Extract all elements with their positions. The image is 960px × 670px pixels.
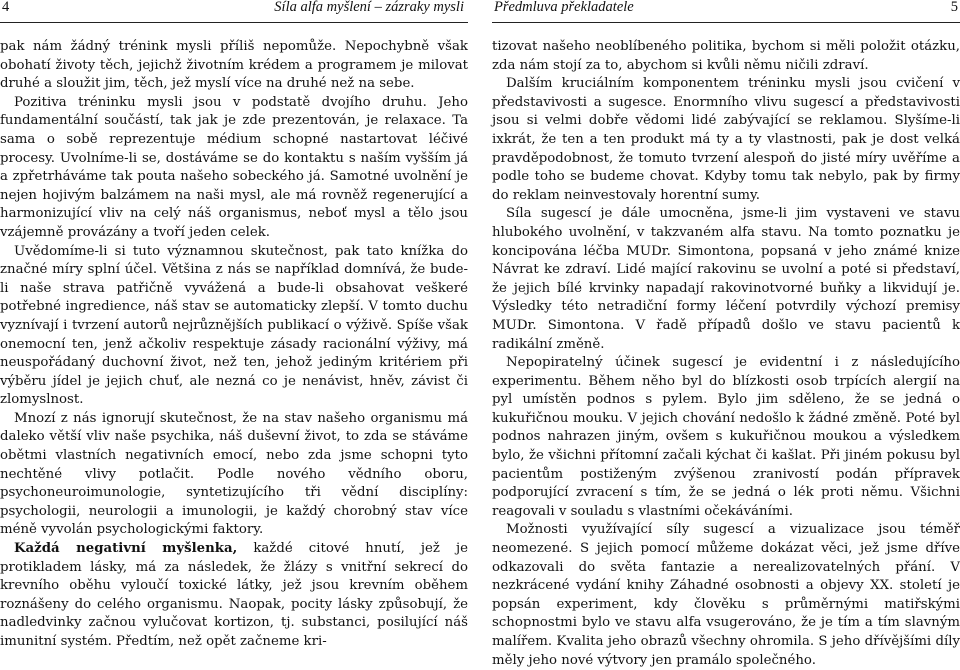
left-page-body bbox=[0, 38, 468, 652]
left-paragraph-5-text: každé citové hnutí, jež je protikladem lásky, má za následek, že žlázy s vnitřní sekrecí do krevního oběhu vyloučí toxické látky, jež jsou krevním oběhem roznášeny do celého organismu. Naopak, pocity lásky způsobují, že nadledvinky začnou vylučovat kortizon, tj. substanci, posilující náš imunitní systém. Předtím, než opět začneme kri- bbox=[0, 541, 468, 649]
right-page-body bbox=[492, 38, 960, 670]
right-header-rule bbox=[492, 22, 960, 23]
right-page bbox=[492, 0, 960, 668]
left-paragraph-2: Pozitiva tréninku mysli jsou v podstatě dvojího druhu. Jeho fundamentální součástí, tak jak je zde prezentován, je relaxace. Ta sama o sobě reprezentuje médium schopné nastartovat léčivé procesy. Uvolníme-li se, dostáváme se do kontaktu s naším vyšším já a zpřetrháváme tak pouta našeho sobeckého já. Samotné uvolnění je nejen hojivým balzámem na naši mysl, ale má rovněž regenerující a harmonizující vliv na celý náš organismus, neboť mysl a tělo jsou vzájemně provázány a tvoří jeden celek. bbox=[0, 94, 468, 240]
left-paragraph-4: Mnozí z nás ignorují skutečnost, že na stav našeho organismu má daleko větší vliv naše psychika, náš duševní život, to zda se stáváme obětmi vlastních negativních emocí, nebo zda jsme schopni tyto nechtěné vlivy potlačit. Podle nového vědního oboru, psychoneuroimunologie, syntetizujícího tři vědní disciplíny: psychologii, neurologii a imunologii, je každý chorobný stav více méně vyvolán psychologickými faktory. bbox=[0, 410, 468, 538]
left-paragraph-5 bbox=[0, 540, 468, 652]
right-paragraph-1: tizovat našeho neoblíbeného politika, bychom si měli položit otázku, zda nám stojí za to, abychom si kvůli němu ničili zdraví. bbox=[492, 39, 960, 73]
left-page-number: 4 bbox=[2, 0, 10, 15]
left-running-title: Síla alfa myšlení – zázraky mysli bbox=[274, 0, 464, 15]
right-paragraph-3: Síla sugescí je dále umocněna, jsme-li jim vystaveni ve stavu hlubokého uvolnění, v takzvaném alfa stavu. Na tomto poznatku je koncipována léčba MUDr. Simontona, popsaná v jeho známé knize Návrat ke zdraví. Lidé mající rakovinu se uvolní a poté si představí, že jejich bílé krvinky napadají rakovinotvorné buňky a likvidují je. Výsledky této netradiční formy léčení potvrdily výchozí premisy MUDr. Simontona. V řadě případů došlo ve stavu pacientů k radikální změně. bbox=[492, 206, 960, 352]
left-header-rule bbox=[0, 22, 468, 23]
left-paragraph-1: pak nám žádný trénink mysli příliš nepomůže. Nepochybně však obohatí životy těch, jejichž životním krédem a programem je milovat druhé a sloužit jim, těch, jež myslí více na druhé než na sebe. bbox=[0, 39, 468, 92]
left-page bbox=[0, 0, 468, 649]
right-page-number: 5 bbox=[950, 0, 958, 15]
right-paragraph-2: Dalším kruciálním komponentem tréninku mysli jsou cvičení v představivosti a sugesce. Enormního vlivu sugescí a představivosti jsou si velmi dobře vědomi lidé zabývající se reklamou. Slyšíme-li ixkrát, že ten a ten produkt má ty a ty vlastnosti, pak je dost velká pravděpodobnost, že tomuto tvrzení alespoň do jisté míry uvěříme a podle toho se budeme chovat. Kdyby tomu tak nebylo, pak by firmy do reklam neinvestovaly horentní sumy. bbox=[492, 76, 960, 203]
right-page-header bbox=[492, 0, 960, 14]
left-page-header bbox=[0, 0, 468, 14]
right-paragraph-5: Možnosti využívající síly sugescí a vizualizace jsou téměř neomezené. S jejich pomocí můžeme dokázat věci, jež jsme dříve odkazovali do světa fantazie a nerealizovatelných přání. V nezkrácené vydání knihy Záhadné osobnosti a objevy XX. století je popsán experiment, kdy člověku s průměrnými matiřskými schopnostmi bylo ve stavu alfa vsugerováno, že je tím a tím slavným malířem. Kvalita jeho obrazů všechny ohromila. S jeho dřívějšími díly měly jeho nové výtvory jen pramálo společného. bbox=[492, 522, 960, 668]
right-paragraph-4: Nepopiratelný účinek sugescí je evidentní i z následujícího experimentu. Během něho byl do blízkosti osob trpících alergií na pyl umístěn podnos s pylem. Bylo jim sděleno, že se jedná o kukuřičnou mouku. V jejich chování nedošlo k žádné změně. Poté byl podnos nahrazen jiným, ovšem s kukuřičnou moukou a výsledkem bylo, že všichni přítomní začali kýchat či kašlat. Při jiném pokusu byl pacientům postiženým zvýšenou zranivostí podán přípravek podporující zvracení s tím, že se jedná o lék proti němu. Všichni reagovali v souladu s vlastními očekáváními. bbox=[492, 355, 960, 519]
bold-lead-phrase: Každá negativní myšlenka, bbox=[14, 541, 238, 557]
right-running-title: Předmluva překladatele bbox=[494, 0, 634, 15]
left-paragraph-3: Uvědomíme-li si tuto významnou skutečnost, pak tato knížka do značné míry splní účel. Většina z nás se například domnívá, že bude-li naše strava patřičně vyvážená a bude-li obsahovat veškeré potřebné ingredience, náš stav se automaticky zlepší. V tomto duchu vyznívají i tvrzení autorů nejrůznějších publikací o výživě. Spíše však onemocní ten, jenž ačkoliv respektuje zásady racionální výživy, má neuspořádaný duchovní život, než ten, jehož jediným kritériem při výběru jídel je jejich chuť, ale nezná co je nenávist, hněv, závist či zlomyslnost. bbox=[0, 243, 468, 408]
